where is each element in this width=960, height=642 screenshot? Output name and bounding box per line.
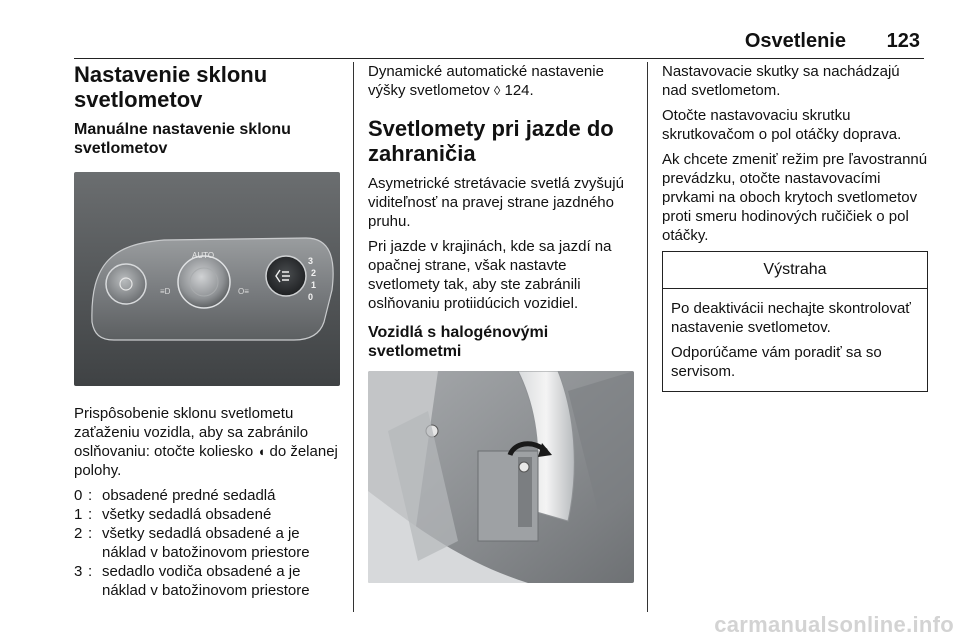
subsection-heading: Manuálne nastavenie sklonu svetlometov <box>74 121 291 157</box>
column-3 <box>662 62 928 392</box>
column-1 <box>74 62 340 600</box>
column-divider <box>647 62 648 612</box>
legend-item: 1 : všetky sedadlá obsadené <box>74 506 272 523</box>
headlamp-adjuster-figure <box>368 371 634 583</box>
svg-text:2: 2 <box>311 268 317 278</box>
headlamp-switch-illustration <box>74 172 340 386</box>
paragraph: Pri jazde v krajinách, kde sa jazdí na opačnej strane, však nastavte svetlomety tak, aby ste zabránili oslňovaniu protiidúcich vozidiel. <box>368 238 612 312</box>
page-reference-icon: ◊ <box>493 83 501 98</box>
legend-item: 2 : všetky sedadlá obsadené a je náklad v batožinovom priestore <box>74 525 310 561</box>
column-divider <box>353 62 354 612</box>
paragraph: Asymetrické stretávacie svetlá zvyšujú viditeľnosť na pravej strane jazdného pruhu. <box>368 175 624 230</box>
load-position-legend <box>74 486 340 600</box>
svg-text:≡D: ≡D <box>160 287 171 296</box>
legend-item: 3 : sedadlo vodiča obsadené a je náklad v batožinovom priestore <box>74 563 310 599</box>
section-heading: Nastavenie sklonu svetlometov <box>74 62 268 112</box>
headlamp-adjuster-illustration <box>368 371 634 583</box>
svg-text:1: 1 <box>311 280 317 290</box>
paragraph: Nastavovacie skutky sa nachádzajú nad svetlometom. <box>662 63 900 99</box>
intro-paragraph: Dynamické automatické nastavenie výšky svetlometov ◊ 124. <box>368 63 604 99</box>
legend-item: 0 : obsadené predné sedadlá <box>74 487 276 504</box>
headlamp-switch-figure <box>74 172 340 386</box>
svg-text:3: 3 <box>308 256 314 266</box>
warning-title: Výstraha <box>663 252 927 289</box>
page-number: 123 <box>886 30 920 52</box>
headlamp-level-icon: ◖ <box>257 444 266 459</box>
section-heading: Svetlomety pri jazde do zahraničia <box>368 116 614 166</box>
running-head-section: Osvetlenie <box>744 30 846 52</box>
leveling-paragraph: Prispôsobenie sklonu svetlometu zaťaženiu vozidla, aby sa zabránilo oslňovaniu: otočte koliesko ◖ do želanej polohy. <box>74 405 338 479</box>
warning-box <box>662 251 928 392</box>
warning-paragraph: Odporúčame vám poradiť sa so servisom. <box>671 344 882 380</box>
running-head <box>74 28 924 59</box>
svg-text:O≡: O≡ <box>238 287 249 296</box>
subsection-heading: Vozidlá s halogénovými svetlometmi <box>368 324 549 360</box>
warning-body <box>663 289 927 391</box>
warning-paragraph: Po deaktivácii nechajte skontrolovať nastavenie svetlometov. <box>671 300 911 336</box>
paragraph: Otočte nastavovaciu skrutku skrutkovačom o pol otáčky doprava. <box>662 107 902 143</box>
paragraph: Ak chcete zmeniť režim pre ľavostrannú prevádzku, otočte nastavovacími prvkami na oboch krytoch svetlometov proti smeru hodinových ručičiek o pol otáčky. <box>662 151 928 244</box>
watermark: carmanualsonline.info <box>714 612 954 637</box>
svg-text:0: 0 <box>308 292 314 302</box>
auto-label: AUTO <box>192 251 215 260</box>
column-2 <box>368 62 634 583</box>
